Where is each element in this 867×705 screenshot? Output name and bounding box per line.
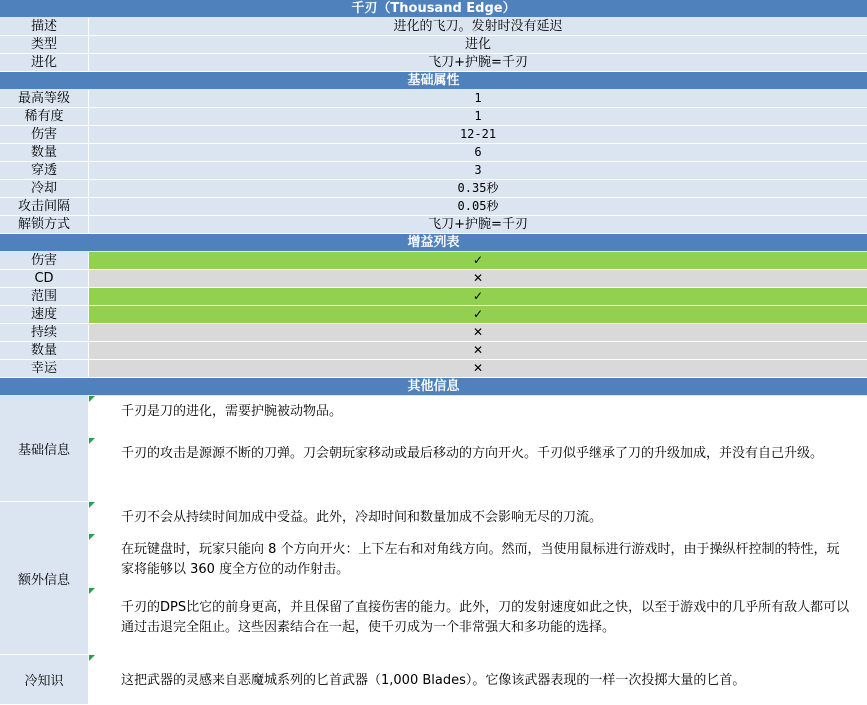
cross-icon: ✕ [89, 342, 867, 359]
section-body [89, 655, 867, 704]
buff-row-amount [0, 342, 867, 360]
cross-icon: ✕ [89, 324, 867, 341]
section-body [89, 396, 867, 501]
stat-row-interval [0, 198, 867, 216]
paragraph: 这把武器的灵感来自恶魔城系列的匕首武器（1,000 Blades）。它像该武器表现的一样一次投掷大量的匕首。 [89, 655, 867, 691]
buff-row-luck [0, 360, 867, 378]
section-key: 基础信息 [0, 396, 89, 501]
stat-key: 穿透 [0, 162, 89, 179]
stat-row-pierce [0, 162, 867, 180]
section-key: 额外信息 [0, 502, 89, 654]
info-key: 描述 [0, 18, 89, 35]
info-row-type [0, 36, 867, 54]
base-stats-header: 基础属性 [0, 72, 867, 90]
buff-row-speed [0, 306, 867, 324]
paragraph: 千刃是刀的进化，需要护腕被动物品。 [89, 396, 867, 422]
stat-row-unlock [0, 216, 867, 234]
paragraph: 在玩键盘时，玩家只能向 8 个方向开火：上下左右和对角线方向。然而，当使用鼠标进行游戏时，由于操纵杆控制的特性，玩家将能够以 360 度全方位的动作射击。 [89, 534, 867, 580]
paragraph-marker-icon [89, 438, 95, 444]
stat-value: 1 [474, 109, 482, 123]
info-value: 进化的飞刀。发射时没有延迟 [393, 19, 563, 34]
buff-row-area [0, 288, 867, 306]
stat-value: 1 [474, 91, 482, 105]
buff-key: 速度 [0, 306, 89, 323]
stat-key: 稀有度 [0, 108, 89, 125]
buff-row-cd [0, 270, 867, 288]
buff-key: 伤害 [0, 252, 89, 269]
check-icon: ✓ [89, 252, 867, 269]
stat-value: 飞刀+护腕=千刃 [428, 217, 528, 232]
paragraph: 千刃不会从持续时间加成中受益。此外，冷却时间和数量加成不会影响无尽的刀流。 [89, 502, 867, 528]
stat-key: 最高等级 [0, 90, 89, 107]
buff-row-damage [0, 252, 867, 270]
buff-key: 数量 [0, 342, 89, 359]
paragraph-marker-icon [89, 588, 95, 594]
stat-value: 6 [474, 145, 482, 159]
paragraph-marker-icon [89, 502, 95, 508]
cross-icon: ✕ [89, 360, 867, 377]
stat-row-rarity [0, 108, 867, 126]
stat-value: 0.05秒 [457, 199, 499, 213]
stat-value: 12-21 [459, 127, 497, 141]
paragraph-marker-icon [89, 534, 95, 540]
buff-key: 幸运 [0, 360, 89, 377]
paragraph-marker-icon [89, 655, 95, 661]
extra-info-section [0, 502, 867, 655]
info-row-evolution [0, 54, 867, 72]
buff-key: 持续 [0, 324, 89, 341]
buff-list-header: 增益列表 [0, 234, 867, 252]
paragraph: 千刃的攻击是源源不断的刀弹。刀会朝玩家移动或最后移动的方向开火。千刃似乎继承了刀的升级加成，并没有自己升级。 [89, 438, 867, 464]
paragraph: 千刃的DPS比它的前身更高，并且保留了直接伤害的能力。此外，刀的发射速度如此之快，以至于游戏中的几乎所有敌人都可以通过击退完全阻止。这些因素结合在一起，使千刃成为一个非常强大和多功能的选择。 [89, 588, 867, 638]
stat-row-damage [0, 126, 867, 144]
info-key: 类型 [0, 36, 89, 53]
buff-key: CD [0, 270, 89, 287]
info-row-description [0, 18, 867, 36]
stat-value: 0.35秒 [457, 181, 499, 195]
table-title: 千刃（Thousand Edge） [0, 0, 867, 18]
check-icon: ✓ [89, 306, 867, 323]
buff-row-duration [0, 324, 867, 342]
other-info-header: 其他信息 [0, 378, 867, 396]
stat-key: 数量 [0, 144, 89, 161]
check-icon: ✓ [89, 288, 867, 305]
stat-value: 3 [474, 163, 482, 177]
info-value: 飞刀+护腕=千刃 [428, 55, 528, 70]
info-value: 进化 [464, 37, 491, 52]
section-key: 冷知识 [0, 655, 89, 704]
stat-key: 冷却 [0, 180, 89, 197]
section-body [89, 502, 867, 654]
stat-key: 攻击间隔 [0, 198, 89, 215]
stat-key: 伤害 [0, 126, 89, 143]
info-key: 进化 [0, 54, 89, 71]
basic-info-section [0, 396, 867, 502]
stat-row-amount [0, 144, 867, 162]
trivia-section [0, 655, 867, 705]
stat-row-cooldown [0, 180, 867, 198]
stat-row-max-level [0, 90, 867, 108]
cross-icon: ✕ [89, 270, 867, 287]
paragraph-marker-icon [89, 396, 95, 402]
buff-key: 范围 [0, 288, 89, 305]
stat-key: 解锁方式 [0, 216, 89, 233]
